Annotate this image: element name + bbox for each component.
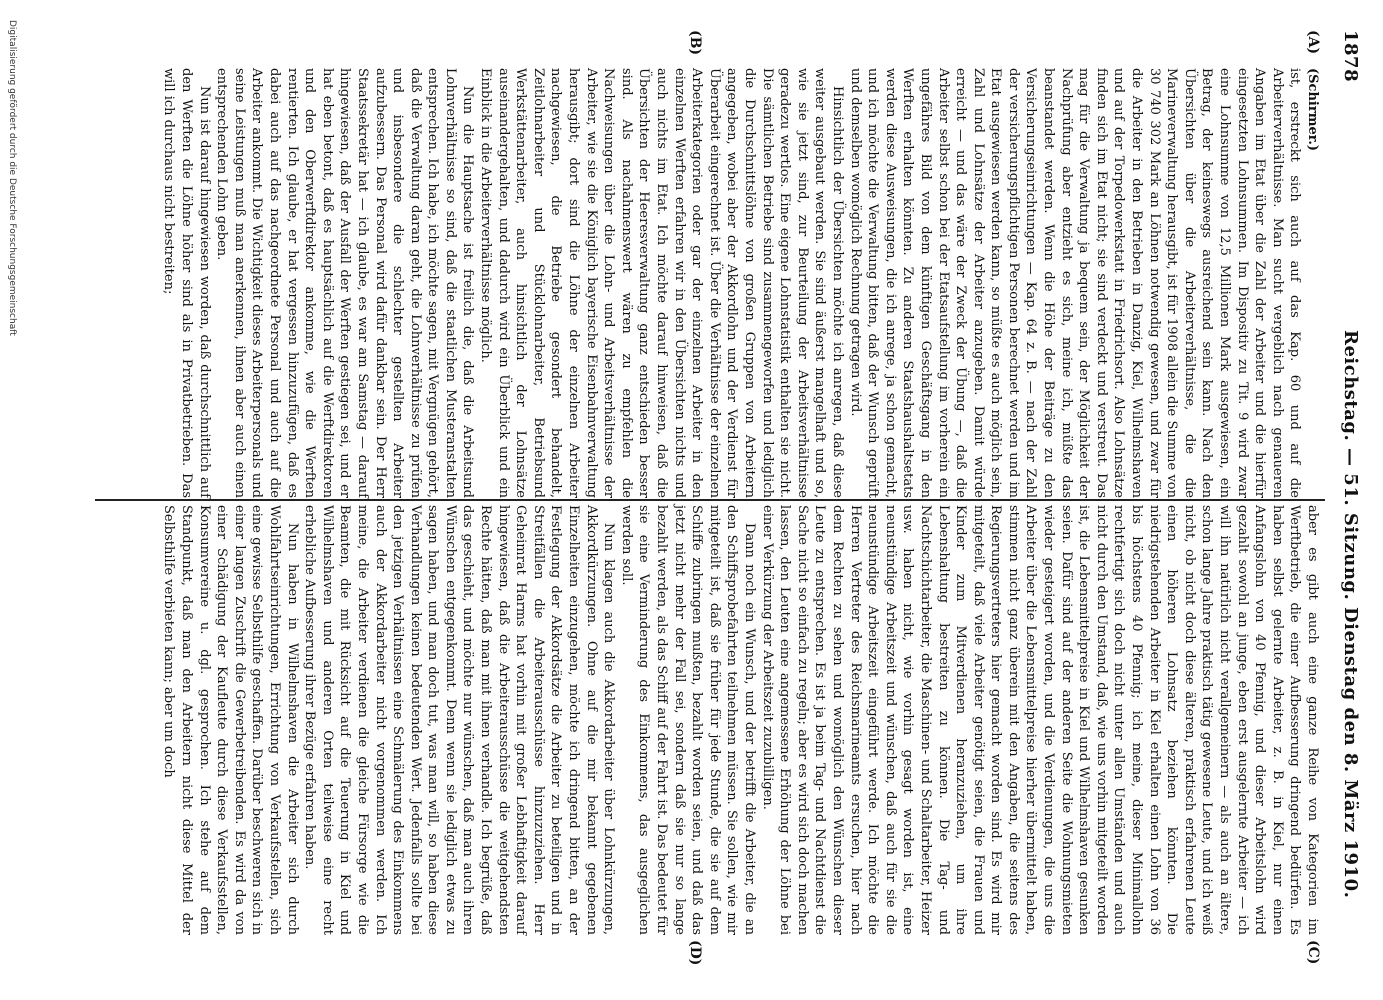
margin-marker-c: (C) — [1305, 940, 1321, 965]
paragraph: Nun klagen auch die Akkordarbeiter über Lohnkürzungen, Akkordkürzungen. Ohne auf die mir bekannt gegebenen Einzelheiten einzugehen, möchte ich dringend bitten, an der Festlegung der Akkordsätze die Arbeiter zu beteiligen und in Streitfällen die Arbeiterausschüsse hinzuzuziehen. Herr Geheimrat Harms hat vorhin mit großer Lebhaftigkeit darauf hingewiesen, daß die Arbeiterausschüsse die weitgehendsten Rechte hätten, daß man mit ihnen verhandle. Ich begrüße, daß das geschieht, und möchte nur wünschen, daß man auch ihren Wünschen entgegenkommt. Denn wenn sie lediglich etwas zu sagen haben, und man doch tut, was man will, so haben diese Verhandlungen keinen bedeutenden Wert. Jedenfalls sollte bei den jetzigen Verhältnissen eine Schmälerung des Einkommens auch der Akkordarbeiter nicht vorgenommen werden. Ich meine, die Arbeiter verdienen die gleiche Fürsorge wie die Beamten, die mit Rücksicht auf die Teuerung in Kiel und Wilhelmshaven und anderen Orten teilweise eine recht erhebliche Aufbesserung ihrer Bezüge erfahren haben. — [302, 505, 617, 935]
paragraph: Nun haben in Wilhelmshaven die Arbeiter sich durch Wohlfahrtseinrichtungen, Errichtung von Verkaufsstellen, sich eine gewisse Selbsthilfe geschaffen. Darüber beschweren sich in einer langen Zuschrift die Gewerbetreibenden. Es wird da von einer Schädigung der Kaufleute durch diese Verkaufsstellen, Konsumvereine u. dgl. gesprochen. Ich stehe auf dem Standpunkt, daß man den Arbeitern nicht diese Mittel der Selbsthilfe verbieten kann; aber um doch — [161, 505, 300, 935]
paragraph: ist, erstreckt sich auch auf das Kap. 60 und auf die Arbeiterverhältnisse. Man sucht vergeblich nach genaueren Angaben im Etat über die Zahl der Arbeiter und die hierfür eingesetzten Lohnsummen. Im Dispositiv zu Tit. 9 wird zwar eine Lohnsumme von 12,5 Millionen Mark ausgewiesen, ein Betrag, der keineswegs ausreichend sein kann. Nach den Übersichten über die Arbeiterverhältnisse, die die Marineverwaltung herausgibt, ist für 1908 allein die Summe von 30 740 302 Mark an Löhnen notwendig gewesen, und zwar für die Arbeiter in den Betrieben in Danzig, Kiel, Wilhelmshaven und auf der Torpedowerkstatt in Friedrichsort. Also Lohnsätze finden sich im Etat nicht; sie sind verdeckt und verstreut. Das mag für die Verwaltung ja bequem sein, der Möglichkeit der Nachprüfung aber entzieht es sich, meine ich, müßte das beanstandet werden. Wenn die Höhe der Beiträge zu den Versicherungseinrichtungen — Kap. 64 z. B. — nach der Zahl der versicherungspflichtigen Personen berechnet werden und im Etat ausgewiesen werden kann, so müßte es auch möglich sein, Zahl und Lohnsätze der Arbeiter anzugeben. Damit würde erreicht — und das wäre der Zweck der Übung —, daß die Arbeiter selbst schon bei der Etatsaufstellung im vorherein ein ungefähres Bild von dem künftigen Geschäftsgang in den Werften erhalten könnten. Zu anderen Staatshaushaltsetats werden diese Ausweisungen, die ich anrege, ja schon gemacht, und ich möchte die Verwaltung bitten, daß der Wunsch geprüft und demselben womöglich Rechnung getragen wird. — [847, 68, 1303, 498]
speaker-name: (Schirmer.) — [1305, 68, 1320, 152]
column-divider — [95, 499, 1325, 501]
paragraph: Nun ist darauf hingewiesen worden, daß durchschnittlich auf den Werften die Löhne höher sind als in Privatbetrieben. Das will ich durchaus nicht bestreiten; — [161, 68, 212, 498]
page-header — [1339, 30, 1361, 970]
paragraph: Dann noch ein Wunsch, und der betrifft die Arbeiter, die an den Schiffsprobefahrten teilnehmen müssen. Sie sollen, wie mir mitgeteilt ist, daß sie früher für jede Stunde, die sie auf dem Schiffe zubringen mußten, bezahlt worden seien, und daß das jetzt nicht mehr der Fall sei, sondern daß sie nur so lange bezahlt werden, als das Schiff auf der Fahrt ist. Das bedeutet für sie eine Verminderung des Einkommens, das ausgeglichen werden soll. — [618, 505, 757, 935]
margin-marker-b: (B) — [687, 30, 703, 56]
page-number: 1878 — [1340, 30, 1361, 83]
running-title: Reichstag. — 51. Sitzung. Dienstag den 8. März 1910. — [1340, 330, 1361, 899]
left-column — [160, 68, 1321, 498]
right-column — [160, 505, 1321, 935]
digitization-credit: Digitalisierung gefördert durch die Deutsche Forschungsgemeinschaft — [7, 20, 17, 336]
paragraph: aber es gibt auch eine ganze Reihe von Kategorien im Werftbetrieb, die einer Aufbesserung dringend bedürfen. Es haben selbst gelernte Arbeiter, z. B. in Kiel, nur einen Anfangslohn von 40 Pfennig, und dieser Arbeitslohn wird gezahlt sowohl an junge, eben erst ausgelernte Arbeiter — ich will ihn natürlich nicht verallgemeinern — als auch an ältere, schon lange Jahre praktisch tätig gewesene Leute, und ich weiß nicht, ob nicht doch diese älteren, praktisch erfahrenen Leute einen höheren Lohnsatz beziehen könnten. Die niedrigstehenden Arbeiter in Kiel erhalten einen Lohn von 36 bis höchstens 40 Pfennig; ich meine, dieser Minimallohn rechtfertigt sich doch nicht unter allen Umständen und auch nicht durch den Umstand, daß, wie uns vorhin mitgeteilt worden ist, die Lebensmittelpreise in Kiel und Wilhelmshaven gesunken seien. Dafür sind auf der anderen Seite die Wohnungsmieten wieder gesteigert worden, und die Verdienungen, die uns die Arbeiter über die Lebensmittelpreise hierher übermittelt haben, stimmen nicht ganz überein mit den Angaben, die seitens des Regierungsvertreters hier gemacht worden sind. Es wird mir mitgeteilt, daß viele Arbeiter genötigt seien, die Frauen und Kinder zum Mitverdienen heranzuziehen, um ihre Lebenshaltung bestreiten zu können. Die Tag- und Nachtschichtarbeiter, die Maschinen- und Schaltarbeiter, Heizer usw. haben nicht, wie vorhin gesagt worden ist, eine neunstündige Arbeitszeit und wünschen, daß auch für sie die neunstündige Arbeitszeit eingeführt werde. Ich möchte die Herren Vertreter des Reichsmarineamts ersuchen, hier nach dem Rechten zu sehen und womöglich den Wünschen dieser Leute zu entsprechen. Es ist ja beim Tag- und Nachtdienst die Sache nicht so einfach zu regeln; aber es wird sich doch machen lassen, den Leuten eine angemessene Erhöhung der Löhne bei einer Verkürzung der Arbeitszeit zuzubilligen. — [759, 505, 1320, 935]
margin-marker-d: (D) — [687, 940, 703, 966]
paragraph: Hinsichtlich der Übersichten möchte ich anregen, daß diese weiter ausgebaut werden. Sie sind äußerst mangelhaft und so, wie sie jetzt sind, zur Beurteilung der Arbeitsverhältnisse geradezu wertlos. Eine eigene Lohnstatistik enthalten sie nicht. Die sämtlichen Betriebe sind zusammengeworfen und lediglich die Durchschnittslöhne von großen Gruppen von Arbeitern angegeben, wobei aber der Akkordlohn und der Verdienst für Überarbeit eingerechnet ist. Über die Verhältnisse der einzelnen Arbeiterkategorien oder gar der einzelnen Arbeiter in den einzelnen Werften erfahren wir in den Übersichten nichts und auch nichts im Etat. Ich möchte darauf hinweisen, daß die Übersichten der Heeresverwaltung ganz entschieden besser sind. Als nachahmenswert wären zu empfehlen die Nachweisungen über die Lohn- und Arbeitsverhältnisse der Arbeiter, wie sie die Königlich bayerische Eisenbahnverwaltung herausgibt; dort sind die Löhne der einzelnen Arbeiter nachgewiesen, die Betriebe gesondert behandelt, Zeitlohnarbeiter und Stücklohnarbeiter, Betriebsund Werkstättenarbeiter, auch hinsichtlich der Lohnsätze auseinandergehalten, und dadurch wird ein Überblick und ein Einblick in die Arbeiterverhältnisse möglich. — [478, 68, 845, 498]
paragraph: Nun die Hauptsache ist freilich die, daß die Arbeitsund Lohnverhältnisse so sind, daß die staatlichen Musteranstalten entsprechen. Ich habe, ich möchte sagen, mit Vergnügen gehört, daß die Verwaltung daran geht, die Lohnverhältnisse zu prüfen und insbesondere die schlechter gestellten Arbeiter aufzubessern. Das Personal wird dafür dankbar sein. Der Herr Staatssekretär hat — ich glaube, es war am Samstag — darauf hingewiesen, daß der Ausfall der Werften gestiegen sei, und er hat eben betont, daß es hauptsächlich auf die Werftdirektoren und den Oberwerftdirektor ankomme, wie die Werften rentierten. Ich glaube, er hat vergessen hinzuzufügen, daß es dabei auch auf das nachgeordnete Personal und auch auf die Arbeiter ankommt. Die Wichtigkeit dieses Arbeiterpersonals und seine Leistungen muß man anerkennen, ihnen aber auch einen entsprechenden Lohn geben. — [214, 68, 476, 498]
margin-marker-a: (A) — [1305, 30, 1321, 55]
